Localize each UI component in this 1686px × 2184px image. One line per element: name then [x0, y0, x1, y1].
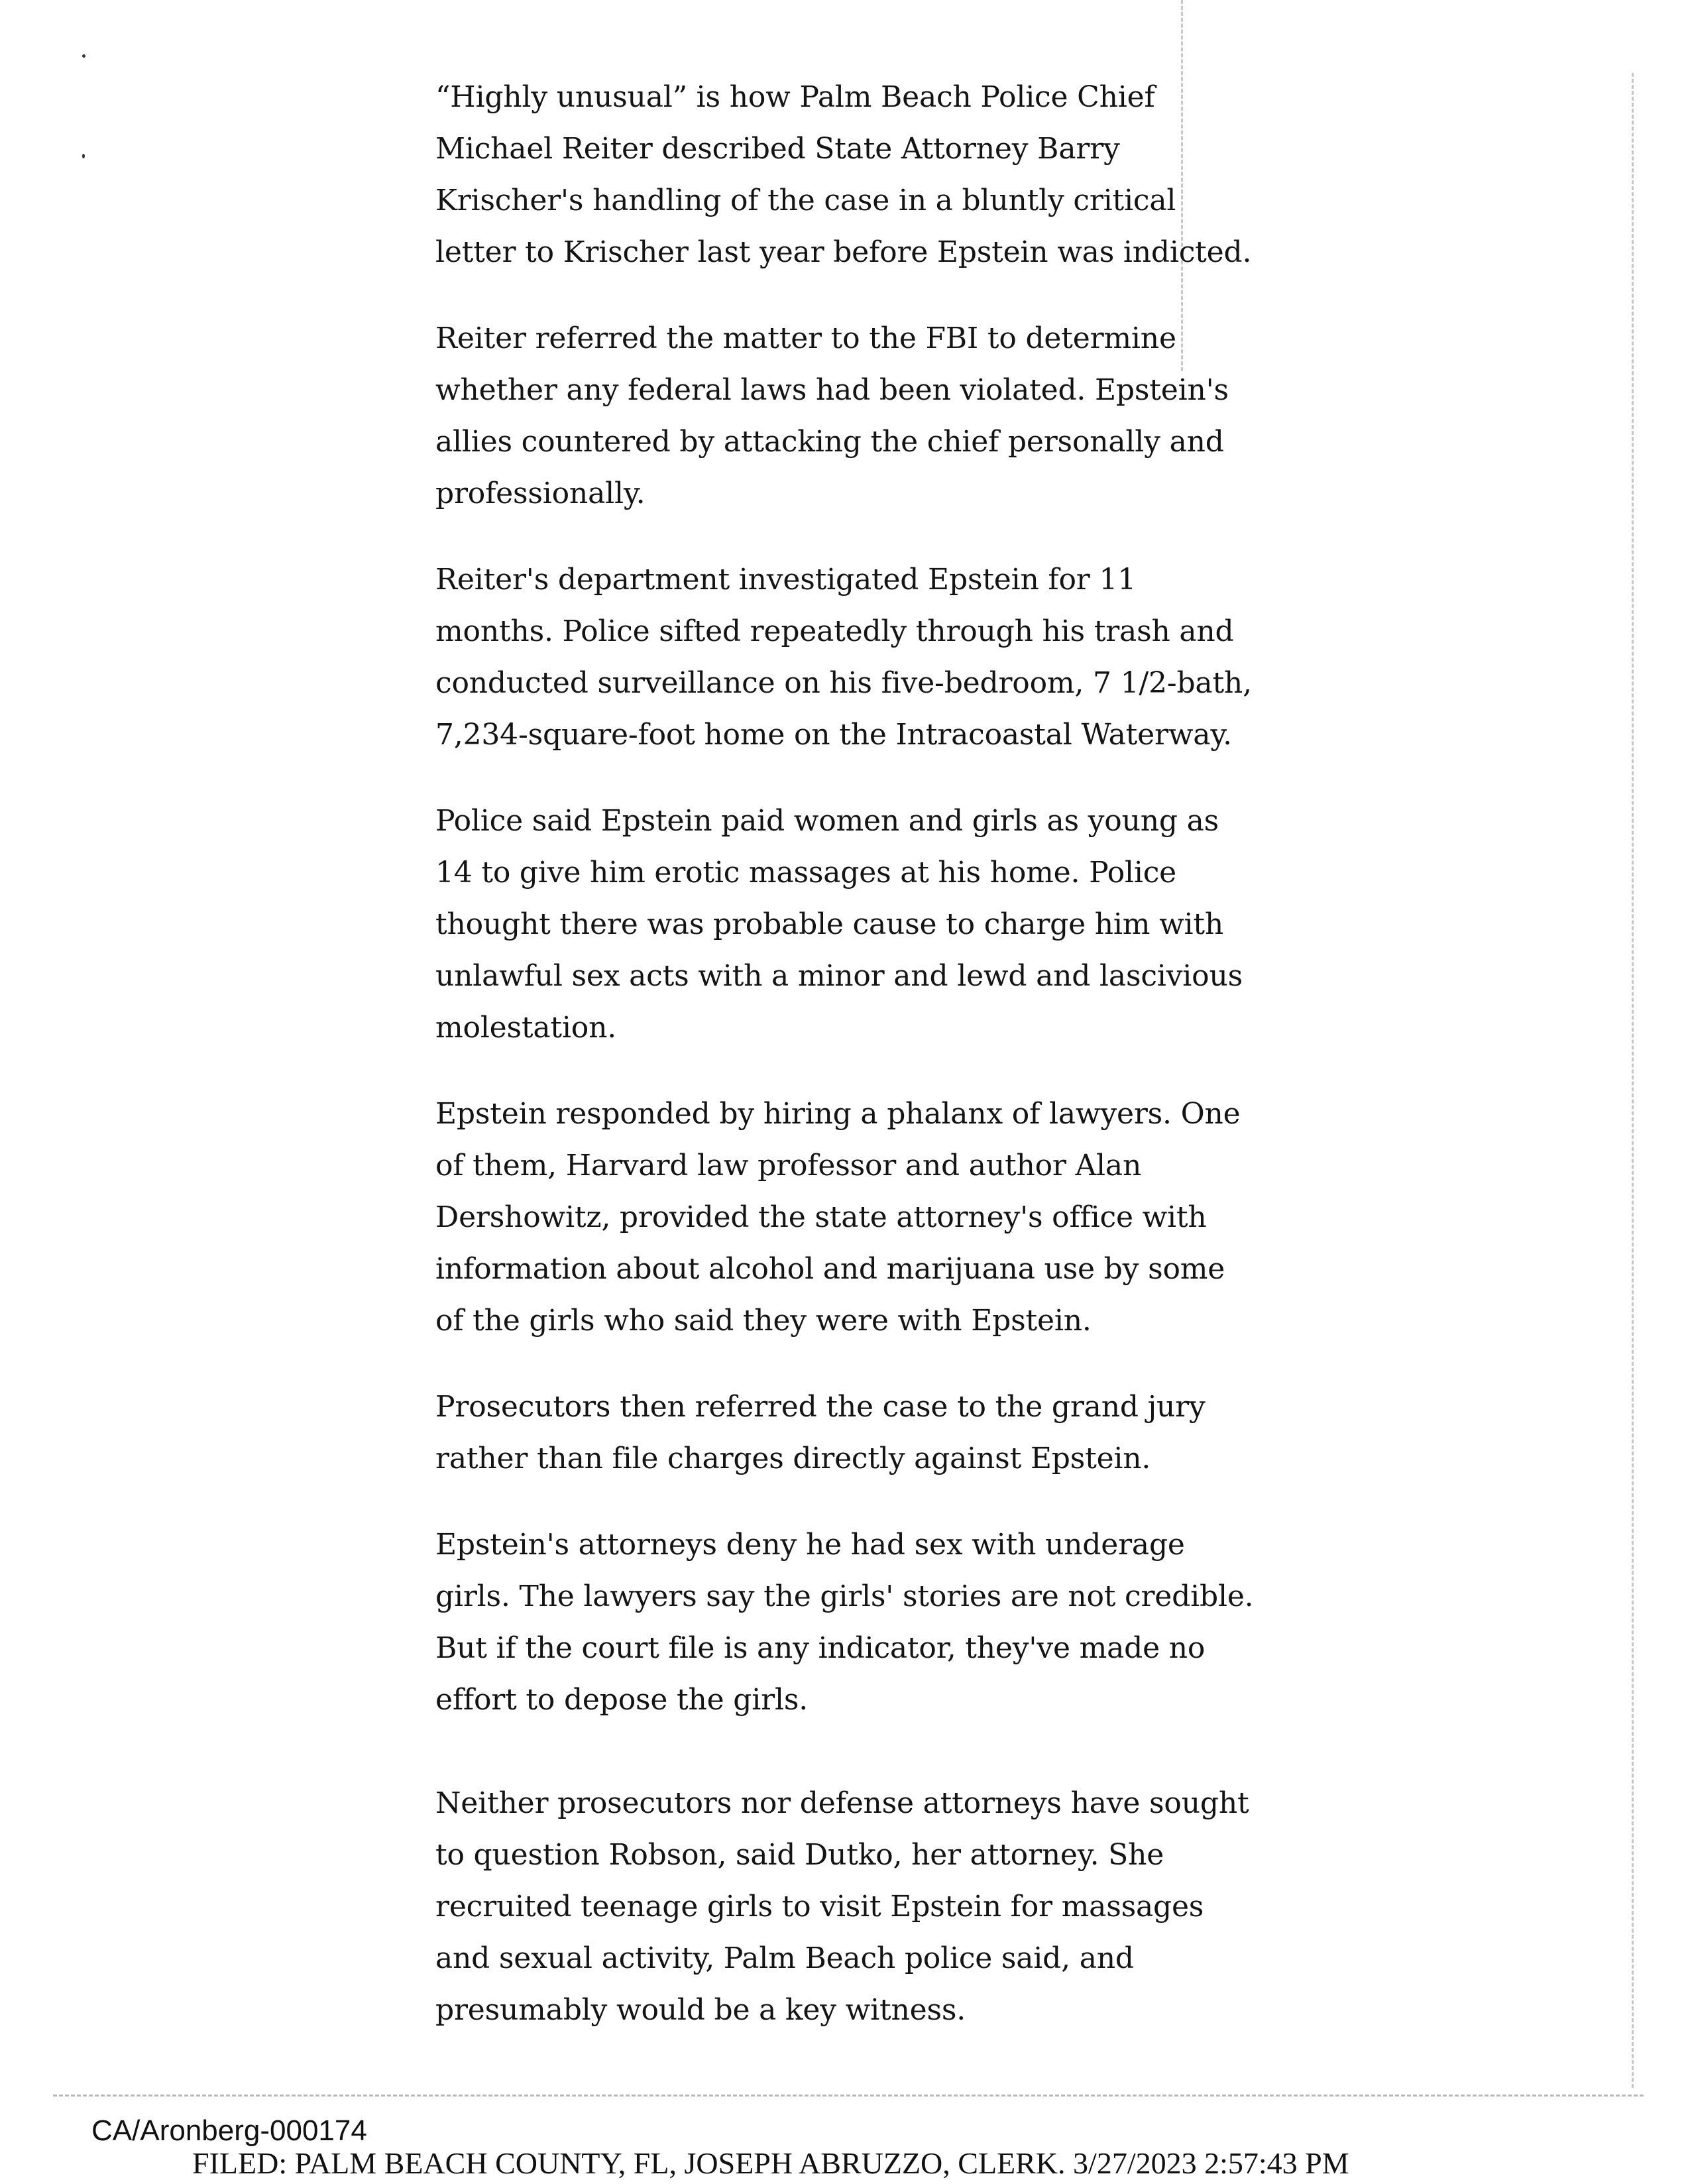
article-body [435, 72, 1257, 2071]
filed-stamp: FILED: PALM BEACH COUNTY, FL, JOSEPH ABRUZZO, CLERK. 3/27/2023 2:57:43 PM [192, 2146, 1349, 2180]
article-paragraph: Police said Epstein paid women and girls as young as 14 to give him erotic massages at his home. Police thought there was probable cause to charge him with unlawful sex acts with a minor and lewd and lascivious molestation. [435, 804, 1243, 1045]
scan-artifact-line [1632, 73, 1634, 2088]
scan-speck [82, 154, 85, 158]
scan-artifact-line [53, 2095, 1644, 2097]
article-paragraph: Neither prosecutors nor defense attorneys have sought to question Robson, said Dutko, her attorney. She recruited teenage girls to visit Epstein for massages and sexual activity, Palm Beach police said, and presumably would be a key witness. [435, 1786, 1249, 2027]
article-paragraph: Epstein responded by hiring a phalanx of lawyers. One of them, Harvard law professor and author Alan Dershowitz, provided the state attorney's office with information about alcohol and marijuana use by some of the girls who said they were with Epstein. [435, 1097, 1241, 1338]
article-paragraph: Reiter referred the matter to the FBI to determine whether any federal laws had been violated. Epstein's allies countered by attacking the chief personally and professionally. [435, 321, 1229, 510]
article-paragraph: Reiter's department investigated Epstein for 11 months. Police sifted repeatedly through his trash and conducted surveillance on his five-bedroom, 7 1/2-bath, 7,234-square-foot home on the Intracoastal Waterway. [435, 563, 1252, 752]
article-paragraph: Prosecutors then referred the case to the grand jury rather than file charges directly against Epstein. [435, 1390, 1206, 1475]
article-paragraph: “Highly unusual” is how Palm Beach Police Chief Michael Reiter described State Attorney Barry Krischer's handling of the case in a bluntly critical letter to Krischer last year before Epstein was indicted. [435, 80, 1252, 269]
bates-number: CA/Aronberg-000174 [91, 2114, 367, 2147]
article-paragraph: Epstein's attorneys deny he had sex with underage girls. The lawyers say the girls' stories are not credible. But if the court file is any indicator, they've made no effort to depose the girls. [435, 1528, 1254, 1717]
scan-speck [82, 54, 85, 58]
